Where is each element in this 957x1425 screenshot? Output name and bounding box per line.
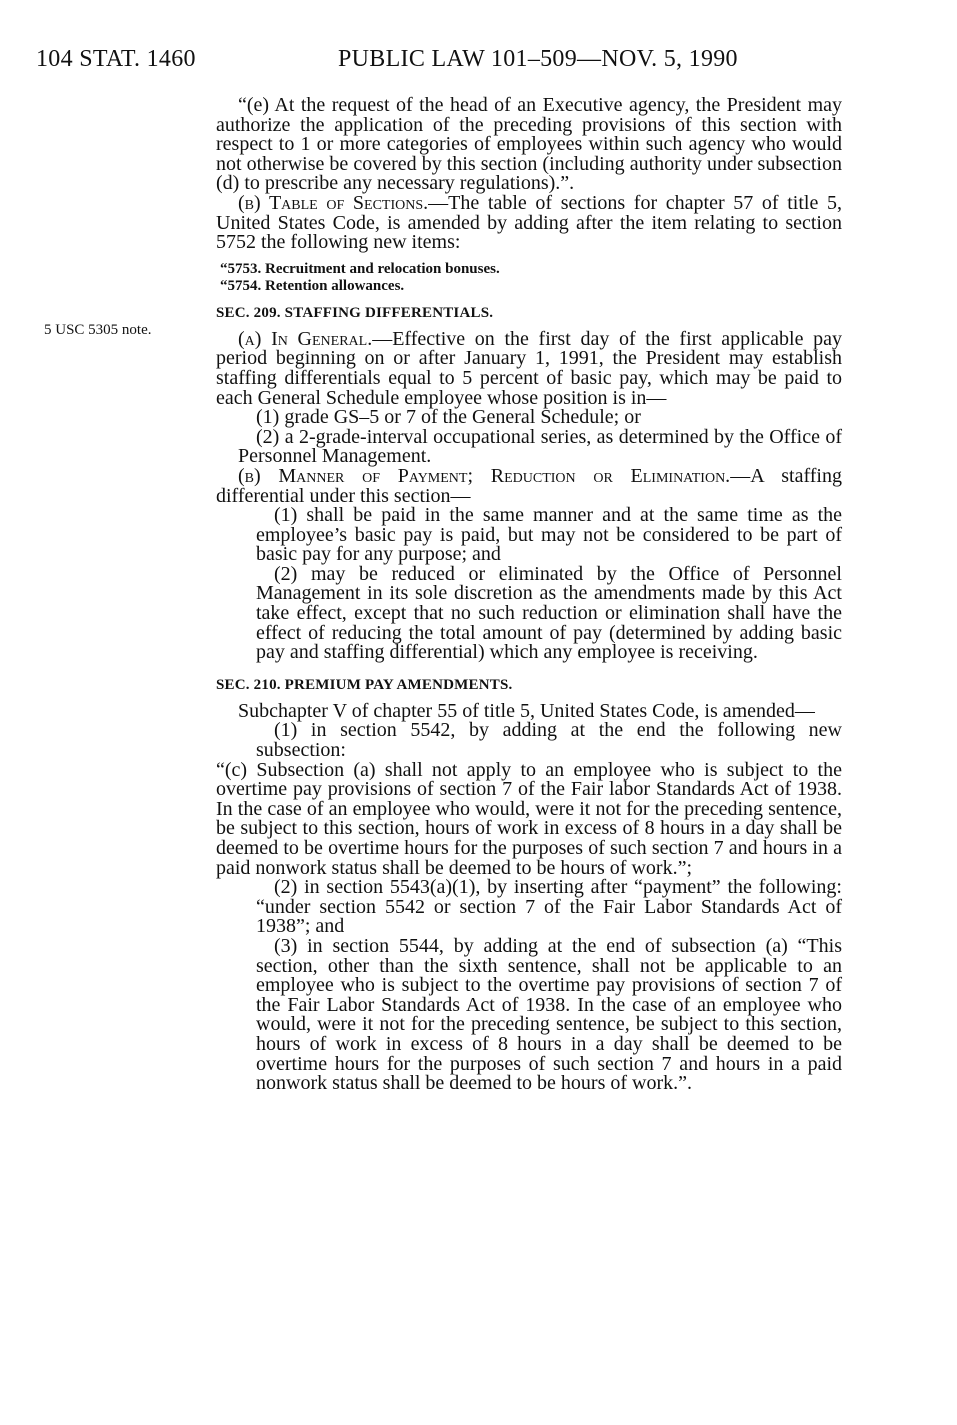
section-209-b2: (2) may be reduced or eliminated by the Office of Personnel Management in its sole discretion as the amendments made by this Act take effect, except that no such reduction or elimination shall have the effect of reducing the total amount of pay (determined by adding basic pay and staffing differential) which any employee is receiving. (256, 562, 842, 664)
page-stat-reference: 104 STAT. 1460 (36, 46, 196, 72)
paragraph-b-text: —The table of sections for chapter 57 of title 5, United States Code, is amended by adding after the item relating to section 5752 the following new items: (216, 191, 842, 254)
paragraph-e: “(e) At the request of the head of an Executive agency, the President may authorize the application of the preceding provisions of this section with respect to 1 or more categories of employees within such agency who would not otherwise be covered by this section (including authority under subsection (d) to prescribe any necessary regulations).”. (216, 94, 842, 195)
section-210-item-2: (2) in section 5543(a)(1), by inserting after “payment” the following: “under section 5542 or section 7 of the Fair Labor Standards Act of 1938”; and (256, 876, 842, 938)
toc-item-5753: “5753. Recruitment and relocation bonuses. (220, 260, 500, 277)
section-209-b1: (1) shall be paid in the same manner and at the same time as the employee’s basic pay is paid, but may not be considered to be part of basic pay for any purpose; and (256, 504, 842, 566)
section-209-a2: (2) a 2-grade-interval occupational series, as determined by the Office of Personnel Management. (238, 425, 842, 468)
section-209-b-text: —A staffing differential under this section— (216, 464, 842, 507)
section-209-a-text: —Effective on the first day of the first applicable pay period beginning on or after January 1, 1991, the President may establish staffing differentials equal to 5 percent of basic pay, which may be paid to each General Schedule employee whose position is in— (216, 327, 843, 409)
section-210-intro: Subchapter V of chapter 55 of title 5, United States Code, is amended— (238, 699, 815, 722)
paragraph-b-heading: (b) Table of Sections. (238, 191, 429, 214)
section-210-item-1: (1) in section 5542, by adding at the end the following new subsection: (256, 719, 842, 762)
section-209-a1: (1) grade GS–5 or 7 of the General Schedule; or (256, 406, 641, 429)
section-210-quoted-subsection: “(c) Subsection (a) shall not apply to an employee who is subject to the overtime pay provisions of section 7 of the Fair labor Standards Act of 1938. In the case of an employee who would, were it not for the preceding sentence, be subject to this section, hours of work in excess of 8 hours in a day shall be deemed to be overtime hours for the purposes of such section 7 and hours in a paid nonwork status shall be deemed to be hours of work.”; (216, 758, 842, 879)
margin-note: 5 USC 5305 note. (44, 322, 152, 338)
section-210-heading: SEC. 210. PREMIUM PAY AMENDMENTS. (216, 676, 513, 693)
toc-item-5754: “5754. Retention allowances. (220, 277, 405, 294)
document-body (216, 96, 842, 1094)
section-209-heading: SEC. 209. STAFFING DIFFERENTIALS. (216, 304, 494, 321)
section-209-b-heading: (b) Manner of Payment; Reduction or Elimination. (238, 464, 731, 487)
table-of-sections-items (216, 261, 842, 295)
section-209-a (216, 327, 843, 409)
section-210-item-3: (3) in section 5544, by adding at the end of subsection (a) “This section, other than the sixth sentence, shall not be applicable to an employee who is subject to the overtime pay provisions of section 7 of the Fair Labor Standards Act of 1938. In the case of an employee who would, were it not for the preceding sentence, be subject to this section, hours of work in excess of 8 hours in a day shall be deemed to be overtime hours for the purposes of such section 7 and hours in a paid nonwork status shall be deemed to be hours of work.”. (256, 934, 842, 1095)
running-header: PUBLIC LAW 101–509—NOV. 5, 1990 (338, 46, 738, 72)
section-209-b (216, 464, 842, 507)
paragraph-b (216, 191, 842, 254)
section-209-a-heading: (a) In General. (238, 327, 373, 350)
